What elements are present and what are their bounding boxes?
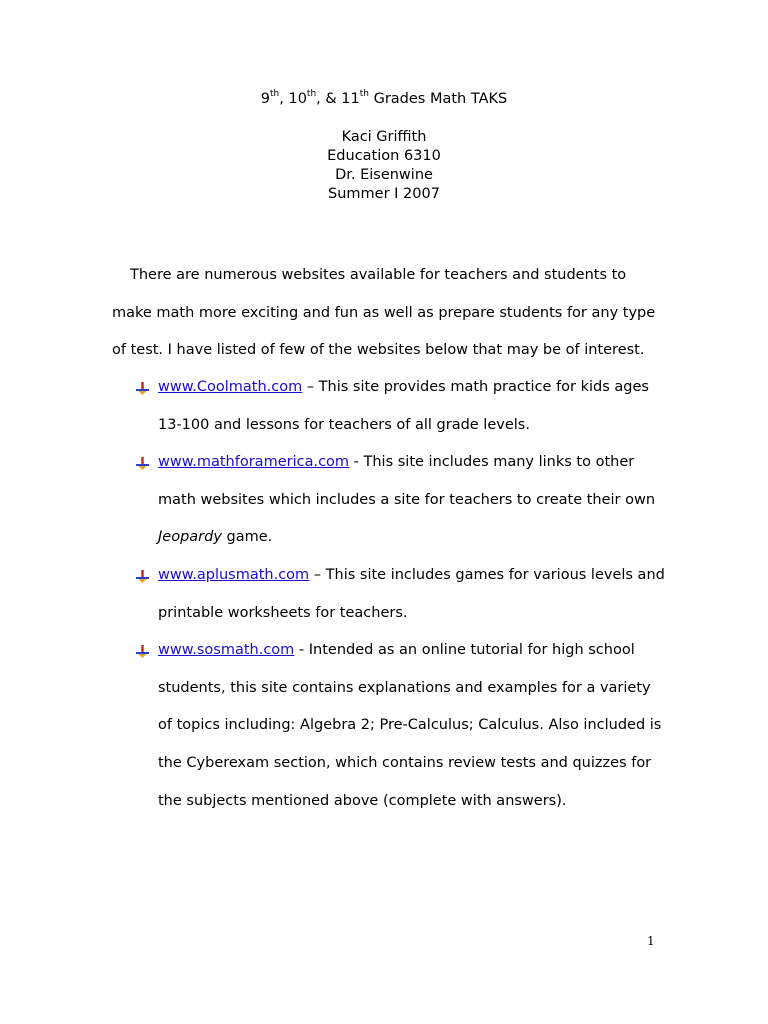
intro-paragraph — [112, 257, 672, 370]
list-item — [136, 369, 666, 444]
mathforamerica-description: - This site includes many links to other math websites which includes a site for teachers to create their own — [158, 454, 656, 508]
list-item — [136, 632, 666, 820]
mathforamerica-link[interactable]: www.mathforamerica.com — [158, 454, 350, 471]
author-name: Kaci Griffith — [341, 129, 427, 145]
page-number: 1 — [647, 934, 655, 948]
list-item — [136, 557, 666, 632]
mathforamerica-description-end: game. — [221, 529, 273, 546]
coolmath-description: – This site provides math practice for kids ages 13-100 and lessons for teachers of all grade levels. — [158, 379, 649, 433]
term: Summer I 2007 — [328, 186, 440, 202]
document-title: 9th, 10th, & 11th Grades Math TAKS — [260, 89, 508, 107]
intro-line: make math more exciting and fun as well as prepare students for any type — [112, 304, 656, 321]
aplusmath-description: – This site includes games for various levels and printable worksheets for teachers. — [158, 566, 665, 621]
arrow-down-bullet-icon — [136, 457, 149, 470]
intro-line: There are numerous websites available for teachers and students to — [130, 267, 627, 283]
list-item — [136, 444, 666, 557]
aplusmath-link[interactable]: www.aplusmath.com — [158, 566, 310, 583]
course-name: Education 6310 — [327, 148, 441, 164]
website-list — [136, 369, 666, 820]
document-header — [0, 90, 768, 204]
arrow-down-bullet-icon — [136, 570, 149, 583]
arrow-down-bullet-icon — [136, 382, 149, 395]
jeopardy-italic: Jeopardy — [158, 529, 222, 546]
sosmath-description: - Intended as an online tutorial for high school students, this site contains explanations and examples for a variety of topics including: Algebra 2; Pre-Calculus; Calculus. Also included is the Cyberexam section, which contains review tests and quizzes for the subjects mentioned above (complete with answers). — [158, 642, 662, 809]
sosmath-link[interactable]: www.sosmath.com — [158, 642, 295, 659]
arrow-down-bullet-icon — [136, 645, 149, 658]
coolmath-link[interactable]: www.Coolmath.com — [158, 379, 303, 395]
intro-line: of test. I have listed of few of the websites below that may be of interest. — [112, 342, 645, 358]
instructor-name: Dr. Eisenwine — [335, 167, 433, 183]
